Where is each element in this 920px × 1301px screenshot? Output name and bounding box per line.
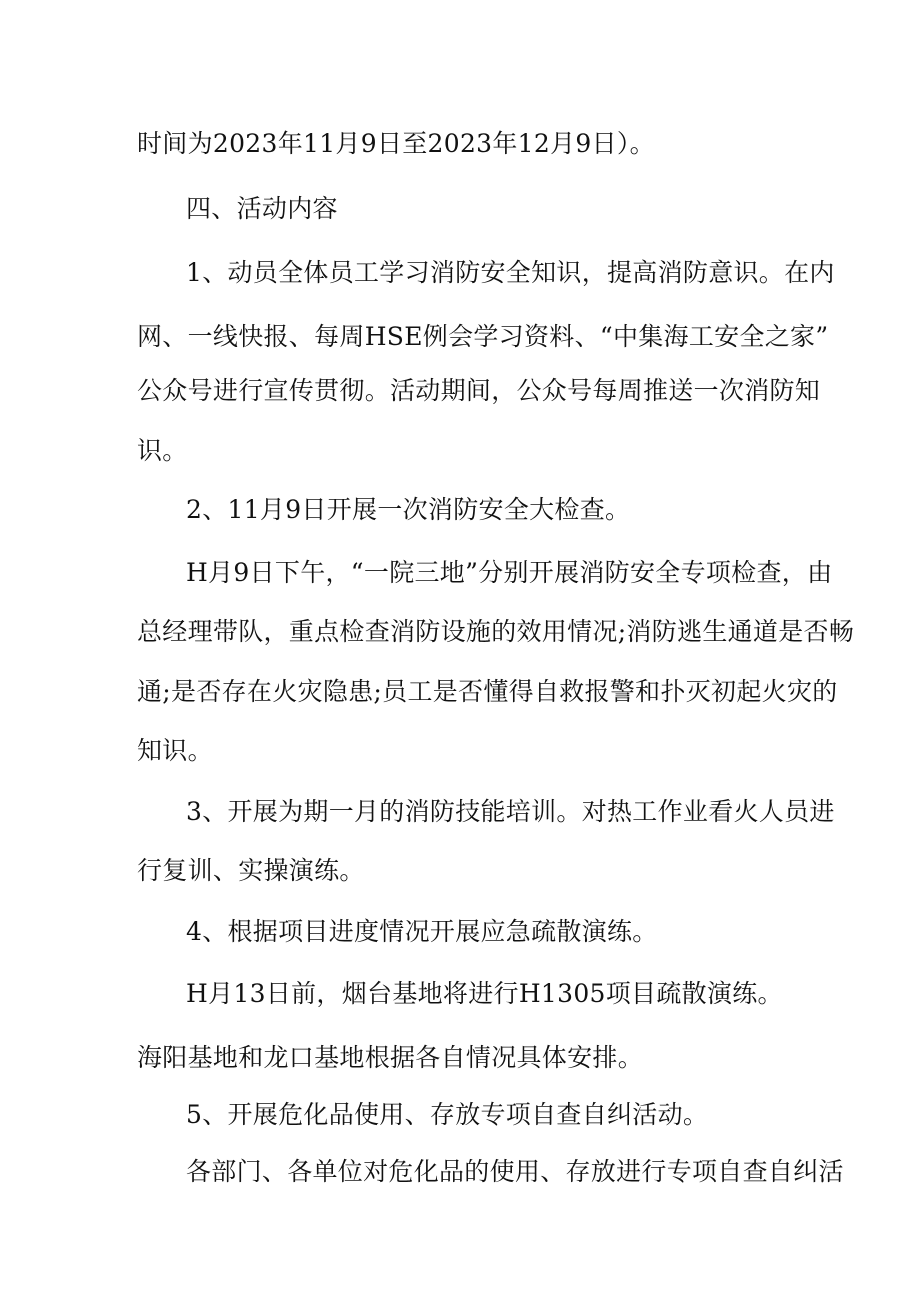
text-line-11: 知识。 xyxy=(137,736,213,765)
text-line-14: 4、根据项目进度情况开展应急疏散演练。 xyxy=(186,917,658,946)
text-line-10: 通;是否存在火灾隐患;员工是否懂得自救报警和扑灭初起火灾的 xyxy=(137,677,838,706)
text-line-6: 识。 xyxy=(137,436,188,465)
text-line-5: 公众号进行宣传贯彻。活动期间，公众号每周推送一次消防知 xyxy=(137,376,821,405)
text-line-7: 2、11月9日开展一次消防安全大检查。 xyxy=(186,495,631,524)
text-line-16: 海阳基地和龙口基地根据各自情况具体安排。 xyxy=(137,1043,644,1072)
text-line-17: 5、开展危化品使用、存放专项自查自纠活动。 xyxy=(186,1100,709,1129)
text-line-15: H月13日前，烟台基地将进行H1305项目疏散演练。 xyxy=(186,979,783,1008)
text-line-18: 各部门、各单位对危化品的使用、存放进行专项自查自纠活 xyxy=(186,1157,844,1186)
text-line-8: H月9日下午，“一院三地”分别开展消防安全专项检查，由 xyxy=(186,558,833,587)
text-line-3: 1、动员全体员工学习消防安全知识，提高消防意识。在内 xyxy=(186,258,835,287)
text-line-13: 行复训、实操演练。 xyxy=(137,856,365,885)
text-line-12: 3、开展为期一月的消防技能培训。对热工作业看火人员进 xyxy=(186,797,835,826)
text-line-1: 时间为2023年11月9日至2023年12月9日）。 xyxy=(137,129,655,158)
text-line-4: 网、一线快报、每周HSE例会学习资料、“中集海工安全之家” xyxy=(137,322,829,351)
section-heading: 四、活动内容 xyxy=(186,194,338,223)
text-line-9: 总经理带队，重点检查消防设施的效用情况;消防逃生通道是否畅 xyxy=(137,617,855,646)
